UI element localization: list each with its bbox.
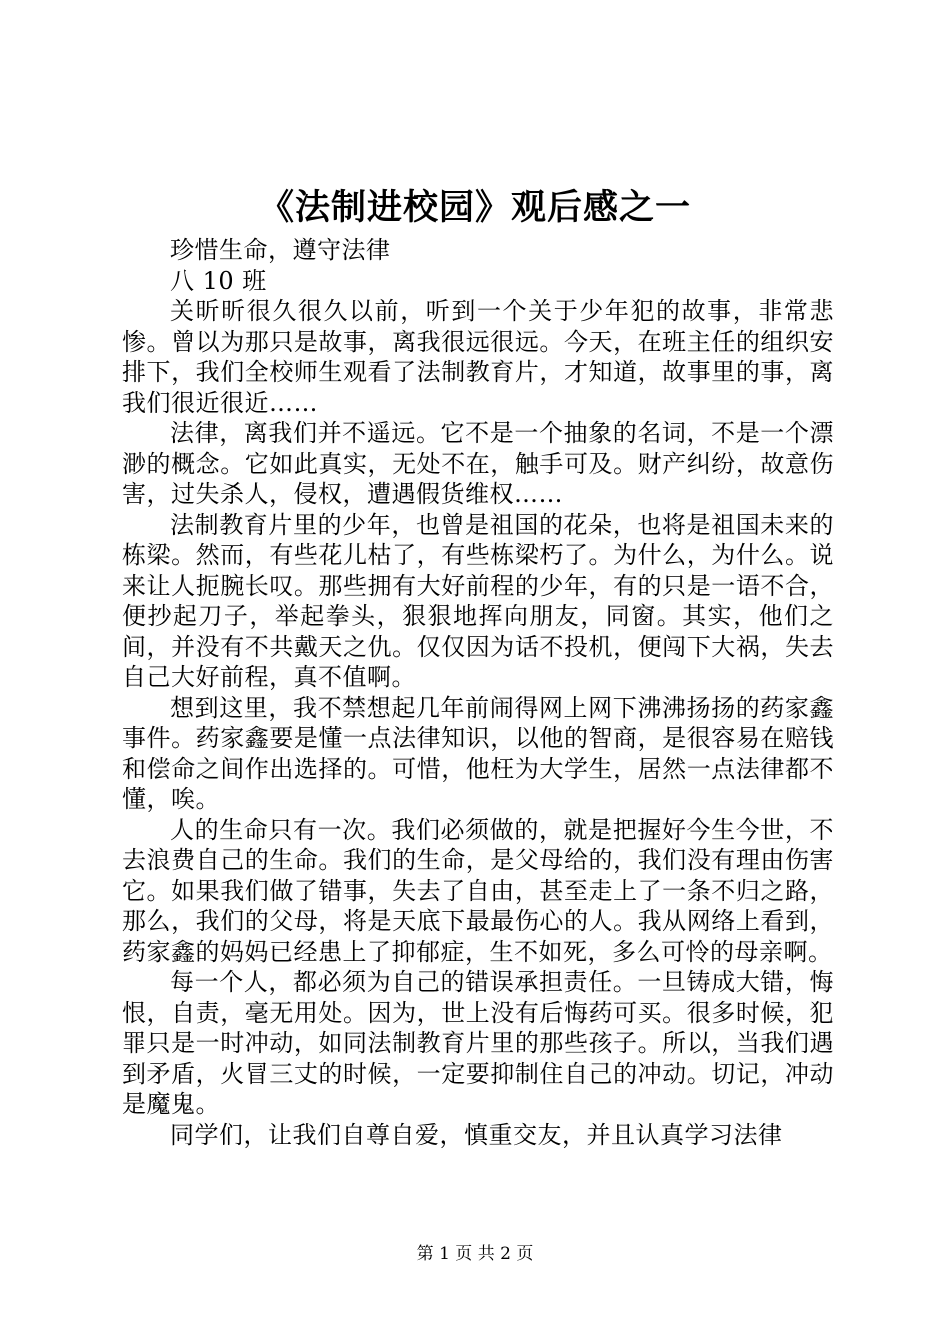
paragraph: 关昕昕很久很久以前，听到一个关于少年犯的故事，非常悲惨。曾以为那只是故事，离我很远很远。今天，在班主任的组织安排下，我们全校师生观看了法制教育片，才知道，故事里的事，离我们很近很近…… [122,297,834,417]
document-body [122,235,834,1150]
paragraph: 每一个人，都必须为自己的错误承担责任。一旦铸成大错，悔恨，自责，毫无用处。因为，世上没有后悔药可买。很多时候，犯罪只是一时冲动，如同法制教育片里的那些孩子。所以，当我们遇到矛盾，火冒三丈的时候，一定要抑制住自己的冲动。切记，冲动是魔鬼。 [122,968,834,1118]
paragraph: 法律，离我们并不遥远。它不是一个抽象的名词，不是一个漂渺的概念。它如此真实，无处不在，触手可及。财产纠纷，故意伤害，过失杀人，侵权，遭遇假货维权…… [122,419,834,508]
paragraph: 法制教育片里的少年，也曾是祖国的花朵，也将是祖国未来的栋梁。然而，有些花儿枯了，有些栋梁朽了。为什么，为什么。说来让人扼腕长叹。那些拥有大好前程的少年，有的只是一语不合，便抄起刀子，举起拳头，狠狠地挥向朋友，同窗。其实，他们之间，并没有不共戴天之仇。仅仅因为话不投机，便闯下大祸，失去自己大好前程，真不值啊。 [122,510,834,691]
class-line: 八 10 班 [170,266,267,295]
document-title: 《法制进校园》观后感之一 [258,187,691,228]
page-indicator: 第 1 页 共 2 页 [416,1244,534,1264]
paragraph: 人的生命只有一次。我们必须做的，就是把握好今生今世，不去浪费自己的生命。我们的生命，是父母给的，我们没有理由伤害它。如果我们做了错事，失去了自由，甚至走上了一条不归之路，那么，我们的父母，将是天底下最最伤心的人。我从网络上看到，药家鑫的妈妈已经患上了抑郁症，生不如死，多么可怜的母亲啊。 [122,815,834,966]
paragraph: 想到这里，我不禁想起几年前闹得网上网下沸沸扬扬的药家鑫事件。药家鑫要是懂一点法律知识，以他的智商，是很容易在赔钱和偿命之间作出选择的。可惜，他枉为大学生，居然一点法律都不懂，唉。 [122,693,834,813]
paragraph: 同学们，让我们自尊自爱，慎重交友，并且认真学习法律 [170,1120,783,1149]
subtitle: 珍惜生命，遵守法律 [170,236,391,264]
